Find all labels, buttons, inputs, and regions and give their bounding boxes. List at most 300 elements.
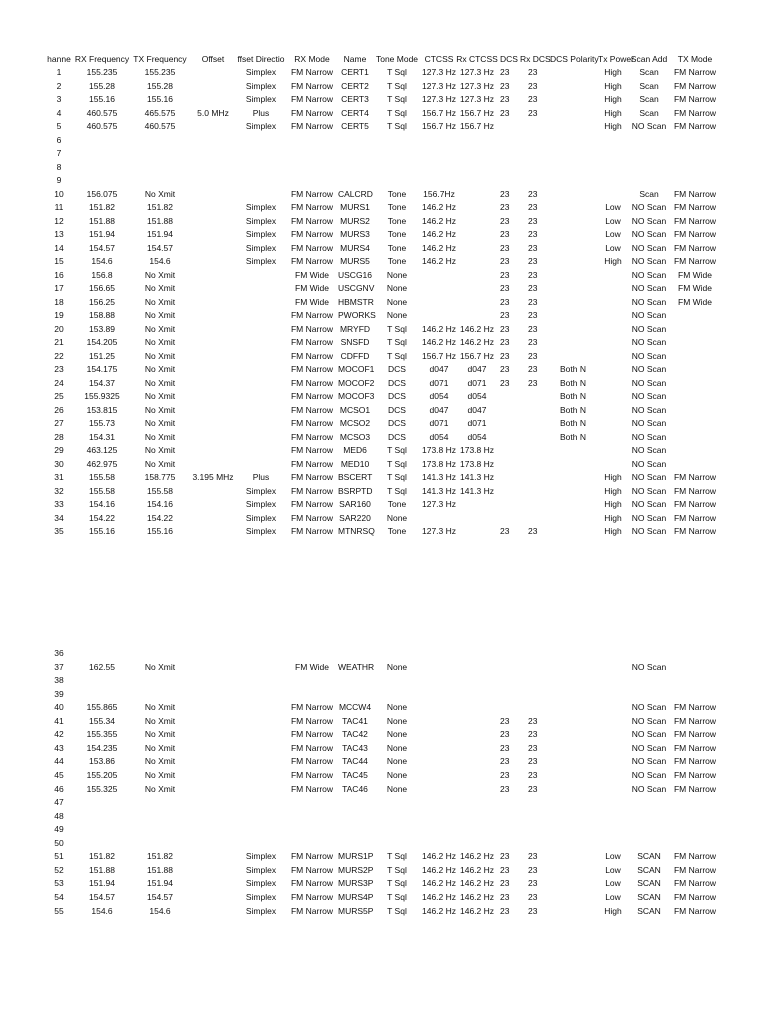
cell-name: TAC42 xyxy=(342,729,368,740)
cell-scan-add: NO Scan xyxy=(631,215,667,226)
cell-tx-mode: FM Narrow xyxy=(673,715,717,726)
table-row xyxy=(0,850,768,863)
cell-tx-mode: FM Narrow xyxy=(673,472,717,482)
cell-tx-frequency: No Xmit xyxy=(144,729,176,740)
cell-tx-frequency: No Xmit xyxy=(144,391,176,401)
cell-rx-mode: FM Narrow xyxy=(290,431,334,442)
cell-channel: 34 xyxy=(54,512,64,523)
cell-dcs: 23 xyxy=(500,269,510,280)
cell-offset-direction: Simplex xyxy=(245,864,277,875)
cell-channel: 1 xyxy=(56,67,62,77)
cell-channel: 13 xyxy=(54,229,64,239)
cell-rx-mode: FM Wide xyxy=(295,296,329,307)
cell-offset: 3.195 MHz xyxy=(192,472,234,482)
cell-tx-frequency: No Xmit xyxy=(144,350,176,361)
cell-name: PWORKS xyxy=(338,310,376,320)
cell-name: WEATHR xyxy=(338,661,375,672)
cell-tx-frequency: No Xmit xyxy=(144,418,176,428)
table-row xyxy=(0,228,768,241)
cell-name: MURS2 xyxy=(340,215,370,226)
cell-tx-mode: FM Narrow xyxy=(673,242,717,253)
cell-name: CDFFD xyxy=(340,350,370,361)
cell-scan-add: NO Scan xyxy=(631,391,667,401)
cell-tx-mode: FM Narrow xyxy=(673,94,717,104)
cell-tone-mode: Tone xyxy=(387,499,407,509)
cell-channel: 27 xyxy=(54,418,64,428)
cell-rx-ctcss: d071 xyxy=(467,418,487,428)
cell-rx-frequency: 155.205 xyxy=(86,770,118,780)
cell-ctcss: d047 xyxy=(429,364,449,374)
cell-tone-mode: Tone xyxy=(387,188,407,199)
cell-tone-mode: None xyxy=(386,310,408,320)
cell-tone-mode: Tone xyxy=(387,256,407,266)
cell-ctcss: 146.2 Hz xyxy=(422,864,457,875)
table-row xyxy=(0,769,768,782)
cell-rx-mode: FM Narrow xyxy=(290,377,334,388)
cell-ctcss: 146.2 Hz xyxy=(422,878,457,889)
cell-tone-mode: None xyxy=(386,729,408,740)
cell-rx-dcs: 23 xyxy=(528,851,538,862)
cell-rx-dcs: 23 xyxy=(528,729,538,740)
cell-offset-direction: Simplex xyxy=(245,202,277,212)
cell-ctcss: 127.3 Hz xyxy=(422,67,457,77)
cell-name: TAC44 xyxy=(342,756,368,767)
cell-rx-frequency: 151.82 xyxy=(89,851,115,862)
cell-channel: 19 xyxy=(54,310,64,320)
cell-tx-power: High xyxy=(604,94,622,104)
cell-rx-mode: FM Narrow xyxy=(290,729,334,740)
cell-channel: 35 xyxy=(54,526,64,536)
cell-rx-frequency: 154.6 xyxy=(91,256,113,266)
cell-ctcss: 127.3 Hz xyxy=(422,94,457,104)
cell-ctcss: 146.2 Hz xyxy=(422,256,457,266)
cell-tx-frequency: 155.16 xyxy=(147,94,173,104)
cell-dcs: 23 xyxy=(500,80,510,91)
cell-tone-mode: None xyxy=(386,283,408,293)
table-row xyxy=(0,688,768,701)
cell-tx-mode: FM Narrow xyxy=(673,729,717,740)
cell-rx-dcs: 23 xyxy=(528,67,538,77)
cell-channel: 49 xyxy=(54,824,64,835)
cell-rx-mode: FM Narrow xyxy=(290,526,334,536)
cell-dcs: 23 xyxy=(500,742,510,753)
cell-tone-mode: T Sql xyxy=(387,350,407,361)
cell-tx-frequency: 155.235 xyxy=(144,67,176,77)
cell-name: MOCOF2 xyxy=(338,377,375,388)
table-row xyxy=(0,783,768,796)
cell-scan-add: Scan xyxy=(639,80,659,91)
cell-rx-dcs: 23 xyxy=(528,323,538,334)
table-row xyxy=(0,107,768,120)
table-row xyxy=(0,215,768,228)
cell-tone-mode: None xyxy=(386,742,408,753)
cell-name: CALCRD xyxy=(338,188,373,199)
cell-rx-ctcss: d054 xyxy=(467,431,487,442)
cell-scan-add: NO Scan xyxy=(631,756,667,767)
cell-rx-ctcss: 146.2 Hz xyxy=(459,891,495,902)
cell-rx-dcs: 23 xyxy=(528,283,538,293)
cell-offset-direction: Simplex xyxy=(245,121,277,131)
cell-tone-mode: None xyxy=(386,702,408,713)
cell-dcs: 23 xyxy=(500,526,510,536)
cell-ctcss: 156.7 Hz xyxy=(422,107,457,118)
table-row xyxy=(0,120,768,133)
cell-scan-add: SCAN xyxy=(637,891,661,902)
cell-rx-dcs: 23 xyxy=(528,756,538,767)
cell-rx-frequency: 154.57 xyxy=(89,891,115,902)
cell-rx-ctcss: 146.2 Hz xyxy=(459,905,495,916)
cell-tone-mode: None xyxy=(386,269,408,280)
cell-dcs: 23 xyxy=(500,310,510,320)
cell-name: MURS3P xyxy=(338,878,374,889)
cell-offset-direction: Plus xyxy=(252,472,270,482)
cell-ctcss: d047 xyxy=(429,404,449,415)
cell-dcs: 23 xyxy=(500,715,510,726)
cell-ctcss: d054 xyxy=(429,431,449,442)
cell-ctcss: 156.7 Hz xyxy=(422,350,457,361)
cell-rx-frequency: 156.075 xyxy=(86,188,118,199)
cell-rx-mode: FM Narrow xyxy=(290,715,334,726)
cell-tx-power: Low xyxy=(605,202,621,212)
cell-tx-frequency: No Xmit xyxy=(144,188,176,199)
cell-tx-frequency: 155.58 xyxy=(147,485,173,496)
cell-channel: 39 xyxy=(54,688,64,699)
cell-tone-mode: T Sql xyxy=(387,337,407,347)
table-row xyxy=(0,823,768,836)
cell-offset-direction: Simplex xyxy=(245,67,277,77)
cell-dcs: 23 xyxy=(500,770,510,780)
cell-scan-add: NO Scan xyxy=(631,121,667,131)
cell-rx-dcs: 23 xyxy=(528,107,538,118)
cell-rx-mode: FM Narrow xyxy=(290,864,334,875)
cell-rx-dcs: 23 xyxy=(528,742,538,753)
cell-ctcss: 127.3 Hz xyxy=(422,80,457,91)
cell-tx-mode: FM Narrow xyxy=(673,121,717,131)
cell-tx-power: High xyxy=(604,499,622,509)
cell-scan-add: NO Scan xyxy=(631,364,667,374)
table-row xyxy=(0,837,768,850)
cell-channel: 8 xyxy=(56,161,62,172)
cell-tone-mode: T Sql xyxy=(387,864,407,875)
cell-scan-add: NO Scan xyxy=(631,715,667,726)
cell-dcs: 23 xyxy=(500,878,510,889)
cell-scan-add: NO Scan xyxy=(631,350,667,361)
cell-tx-frequency: No Xmit xyxy=(144,296,176,307)
cell-scan-add: NO Scan xyxy=(631,323,667,334)
cell-rx-mode: FM Narrow xyxy=(290,67,334,77)
cell-ctcss: 156.7 Hz xyxy=(422,121,457,131)
table-row xyxy=(0,701,768,714)
cell-name: SAR220 xyxy=(339,512,371,523)
table-row xyxy=(0,728,768,741)
cell-scan-add: SCAN xyxy=(637,864,661,875)
table-row xyxy=(0,269,768,282)
cell-name: TAC46 xyxy=(342,783,368,794)
cell-tone-mode: None xyxy=(386,296,408,307)
cell-tx-frequency: No Xmit xyxy=(144,756,176,767)
cell-rx-ctcss: 127.3 Hz xyxy=(459,80,495,91)
cell-scan-add: NO Scan xyxy=(631,202,667,212)
cell-rx-ctcss: 173.8 Hz xyxy=(459,445,495,455)
cell-tx-frequency: No Xmit xyxy=(144,377,176,388)
cell-rx-mode: FM Narrow xyxy=(290,458,334,469)
cell-tone-mode: T Sql xyxy=(387,67,407,77)
cell-rx-dcs: 23 xyxy=(528,310,538,320)
cell-tx-frequency: No Xmit xyxy=(144,458,176,469)
cell-tx-frequency: 151.94 xyxy=(147,229,173,239)
cell-rx-mode: FM Narrow xyxy=(290,202,334,212)
cell-tx-mode: FM Narrow xyxy=(673,783,717,794)
cell-rx-dcs: 23 xyxy=(528,202,538,212)
cell-scan-add: Scan xyxy=(639,188,659,199)
cell-tx-frequency: No Xmit xyxy=(144,431,176,442)
cell-scan-add: NO Scan xyxy=(631,242,667,253)
cell-rx-dcs: 23 xyxy=(528,905,538,916)
cell-rx-frequency: 151.94 xyxy=(89,878,115,889)
table-row xyxy=(0,891,768,904)
cell-channel: 18 xyxy=(54,296,64,307)
cell-tx-power: High xyxy=(604,121,622,131)
cell-name: MURS1 xyxy=(340,202,370,212)
cell-ctcss: 141.3 Hz xyxy=(422,472,457,482)
cell-tone-mode: None xyxy=(386,715,408,726)
cell-rx-frequency: 154.235 xyxy=(86,742,118,753)
cell-dcs: 23 xyxy=(500,377,510,388)
cell-rx-mode: FM Narrow xyxy=(290,742,334,753)
column-header-ctcss: CTCSS xyxy=(424,54,454,64)
cell-channel: 25 xyxy=(54,391,64,401)
cell-rx-dcs: 23 xyxy=(528,864,538,875)
table-row xyxy=(0,147,768,160)
cell-rx-mode: FM Narrow xyxy=(290,404,334,415)
table-row xyxy=(0,431,768,444)
cell-rx-mode: FM Narrow xyxy=(290,770,334,780)
cell-scan-add: NO Scan xyxy=(631,472,667,482)
cell-dcs: 23 xyxy=(500,296,510,307)
cell-name: SAR160 xyxy=(339,499,371,509)
cell-name: USCG16 xyxy=(338,269,373,280)
cell-dcs: 23 xyxy=(500,350,510,361)
cell-tone-mode: None xyxy=(386,770,408,780)
cell-rx-mode: FM Narrow xyxy=(290,215,334,226)
cell-tx-mode: FM Narrow xyxy=(673,891,717,902)
cell-tx-power: Low xyxy=(605,891,621,902)
cell-offset-direction: Simplex xyxy=(245,878,277,889)
cell-dcs: 23 xyxy=(500,215,510,226)
table-row xyxy=(0,512,768,525)
cell-scan-add: NO Scan xyxy=(631,783,667,794)
table-row xyxy=(0,134,768,147)
cell-tx-frequency: 465.575 xyxy=(144,107,176,118)
cell-dcs-polarity: Both N xyxy=(560,364,586,374)
cell-tone-mode: T Sql xyxy=(387,445,407,455)
cell-rx-mode: FM Narrow xyxy=(290,256,334,266)
cell-rx-mode: FM Narrow xyxy=(290,891,334,902)
table-row xyxy=(0,905,768,918)
cell-scan-add: NO Scan xyxy=(631,229,667,239)
cell-channel: 30 xyxy=(54,458,64,469)
cell-name: MCSO3 xyxy=(339,431,371,442)
cell-ctcss: 146.2 Hz xyxy=(422,229,457,239)
cell-rx-dcs: 23 xyxy=(528,269,538,280)
cell-name: CERT5 xyxy=(341,121,369,131)
cell-tone-mode: DCS xyxy=(388,431,406,442)
cell-tx-power: High xyxy=(604,512,622,523)
cell-rx-mode: FM Narrow xyxy=(290,391,334,401)
cell-rx-ctcss: d047 xyxy=(467,364,487,374)
cell-rx-dcs: 23 xyxy=(528,715,538,726)
cell-rx-ctcss: d054 xyxy=(467,391,487,401)
cell-name: MTNRSQ xyxy=(338,526,375,536)
cell-channel: 36 xyxy=(54,648,64,658)
cell-dcs: 23 xyxy=(500,323,510,334)
cell-tx-power: High xyxy=(604,80,622,91)
table-row xyxy=(0,242,768,255)
table-row xyxy=(0,444,768,457)
cell-tx-power: Low xyxy=(605,851,621,862)
cell-dcs: 23 xyxy=(500,891,510,902)
cell-rx-frequency: 155.58 xyxy=(89,485,115,496)
cell-rx-dcs: 23 xyxy=(528,94,538,104)
cell-rx-ctcss: 127.3 Hz xyxy=(459,94,495,104)
cell-rx-frequency: 462.975 xyxy=(86,458,118,469)
cell-rx-frequency: 463.125 xyxy=(86,445,118,455)
cell-tx-power: High xyxy=(604,67,622,77)
cell-rx-mode: FM Narrow xyxy=(290,485,334,496)
cell-scan-add: NO Scan xyxy=(631,283,667,293)
cell-offset-direction: Simplex xyxy=(245,891,277,902)
cell-channel: 24 xyxy=(54,377,64,388)
cell-rx-frequency: 154.6 xyxy=(91,905,113,916)
cell-rx-mode: FM Narrow xyxy=(290,851,334,862)
cell-dcs: 23 xyxy=(500,783,510,794)
cell-tone-mode: Tone xyxy=(387,242,407,253)
cell-rx-mode: FM Narrow xyxy=(290,756,334,767)
cell-rx-frequency: 151.88 xyxy=(89,864,115,875)
cell-tx-mode: FM Narrow xyxy=(673,905,717,916)
cell-rx-frequency: 155.73 xyxy=(89,418,115,428)
cell-ctcss: 146.2 Hz xyxy=(422,323,457,334)
cell-name: CERT3 xyxy=(341,94,369,104)
cell-scan-add: NO Scan xyxy=(631,269,667,280)
cell-name: TAC43 xyxy=(342,742,368,753)
cell-rx-mode: FM Narrow xyxy=(290,323,334,334)
cell-tx-mode: FM Wide xyxy=(678,283,712,293)
cell-offset-direction: Simplex xyxy=(245,512,277,523)
cell-rx-frequency: 151.82 xyxy=(89,202,115,212)
cell-rx-dcs: 23 xyxy=(528,229,538,239)
cell-tone-mode: T Sql xyxy=(387,121,407,131)
cell-channel: 54 xyxy=(54,891,64,902)
cell-channel: 22 xyxy=(54,350,64,361)
cell-tx-frequency: 151.82 xyxy=(147,202,173,212)
cell-rx-mode: FM Wide xyxy=(295,661,329,672)
table-row xyxy=(0,485,768,498)
cell-channel: 48 xyxy=(54,810,64,821)
column-header-name: Name xyxy=(343,54,367,64)
cell-rx-mode: FM Narrow xyxy=(290,878,334,889)
cell-offset-direction: Simplex xyxy=(245,905,277,916)
cell-scan-add: NO Scan xyxy=(631,702,667,713)
cell-rx-ctcss: 146.2 Hz xyxy=(459,337,495,347)
cell-channel: 46 xyxy=(54,783,64,794)
cell-dcs-polarity: Both N xyxy=(560,431,586,442)
cell-offset-direction: Simplex xyxy=(245,94,277,104)
cell-tone-mode: Tone xyxy=(387,215,407,226)
cell-scan-add: NO Scan xyxy=(631,742,667,753)
cell-rx-frequency: 156.25 xyxy=(89,296,115,307)
cell-ctcss: 146.2 Hz xyxy=(422,891,457,902)
cell-rx-frequency: 151.25 xyxy=(89,350,115,361)
cell-rx-frequency: 460.575 xyxy=(86,121,118,131)
cell-tx-frequency: 151.88 xyxy=(147,215,173,226)
cell-scan-add: NO Scan xyxy=(631,499,667,509)
column-header-dcs-polarity: DCS Polarity xyxy=(550,54,599,64)
cell-name: CERT1 xyxy=(341,67,369,77)
cell-dcs-polarity: Both N xyxy=(560,391,586,401)
cell-tone-mode: T Sql xyxy=(387,458,407,469)
cell-tx-mode: FM Narrow xyxy=(673,215,717,226)
table-row xyxy=(0,471,768,484)
cell-tx-power: High xyxy=(604,485,622,496)
cell-offset-direction: Simplex xyxy=(245,80,277,91)
cell-tx-mode: FM Narrow xyxy=(673,864,717,875)
cell-tone-mode: DCS xyxy=(388,418,406,428)
cell-name: MCSO1 xyxy=(339,404,371,415)
table-row xyxy=(0,282,768,295)
cell-ctcss: d054 xyxy=(429,391,449,401)
cell-channel: 14 xyxy=(54,242,64,253)
cell-tx-frequency: 154.16 xyxy=(147,499,173,509)
cell-rx-frequency: 156.8 xyxy=(91,269,113,280)
cell-rx-dcs: 23 xyxy=(528,891,538,902)
cell-rx-dcs: 23 xyxy=(528,337,538,347)
cell-tx-frequency: 151.82 xyxy=(147,851,173,862)
cell-rx-frequency: 155.325 xyxy=(86,783,118,794)
cell-ctcss: 173.8 Hz xyxy=(422,445,457,455)
cell-dcs: 23 xyxy=(500,242,510,253)
cell-ctcss: d071 xyxy=(429,377,449,388)
cell-name: BSRPTD xyxy=(338,485,373,496)
cell-rx-mode: FM Narrow xyxy=(290,364,334,374)
cell-rx-mode: FM Narrow xyxy=(290,229,334,239)
cell-channel: 43 xyxy=(54,742,64,753)
cell-name: MED6 xyxy=(343,445,367,455)
cell-channel: 16 xyxy=(54,269,64,280)
cell-dcs: 23 xyxy=(500,67,510,77)
table-row xyxy=(0,864,768,877)
table-row xyxy=(0,255,768,268)
cell-channel: 4 xyxy=(56,107,62,118)
cell-ctcss: 173.8 Hz xyxy=(422,458,457,469)
column-header-tx-frequency: TX Frequency xyxy=(133,54,187,64)
cell-tx-frequency: 151.94 xyxy=(147,878,173,889)
cell-tone-mode: T Sql xyxy=(387,472,407,482)
table-row xyxy=(0,390,768,403)
cell-rx-dcs: 23 xyxy=(528,377,538,388)
cell-name: MOCOF1 xyxy=(338,364,375,374)
cell-rx-mode: FM Narrow xyxy=(290,337,334,347)
cell-tx-mode: FM Narrow xyxy=(673,878,717,889)
cell-rx-mode: FM Narrow xyxy=(290,418,334,428)
cell-tone-mode: DCS xyxy=(388,377,406,388)
cell-rx-frequency: 155.16 xyxy=(89,526,115,536)
cell-tone-mode: T Sql xyxy=(387,485,407,496)
column-header-tx-mode: TX Mode xyxy=(677,54,713,64)
cell-scan-add: NO Scan xyxy=(631,404,667,415)
cell-rx-dcs: 23 xyxy=(528,80,538,91)
column-header-tx-power: Tx Power xyxy=(598,54,634,64)
